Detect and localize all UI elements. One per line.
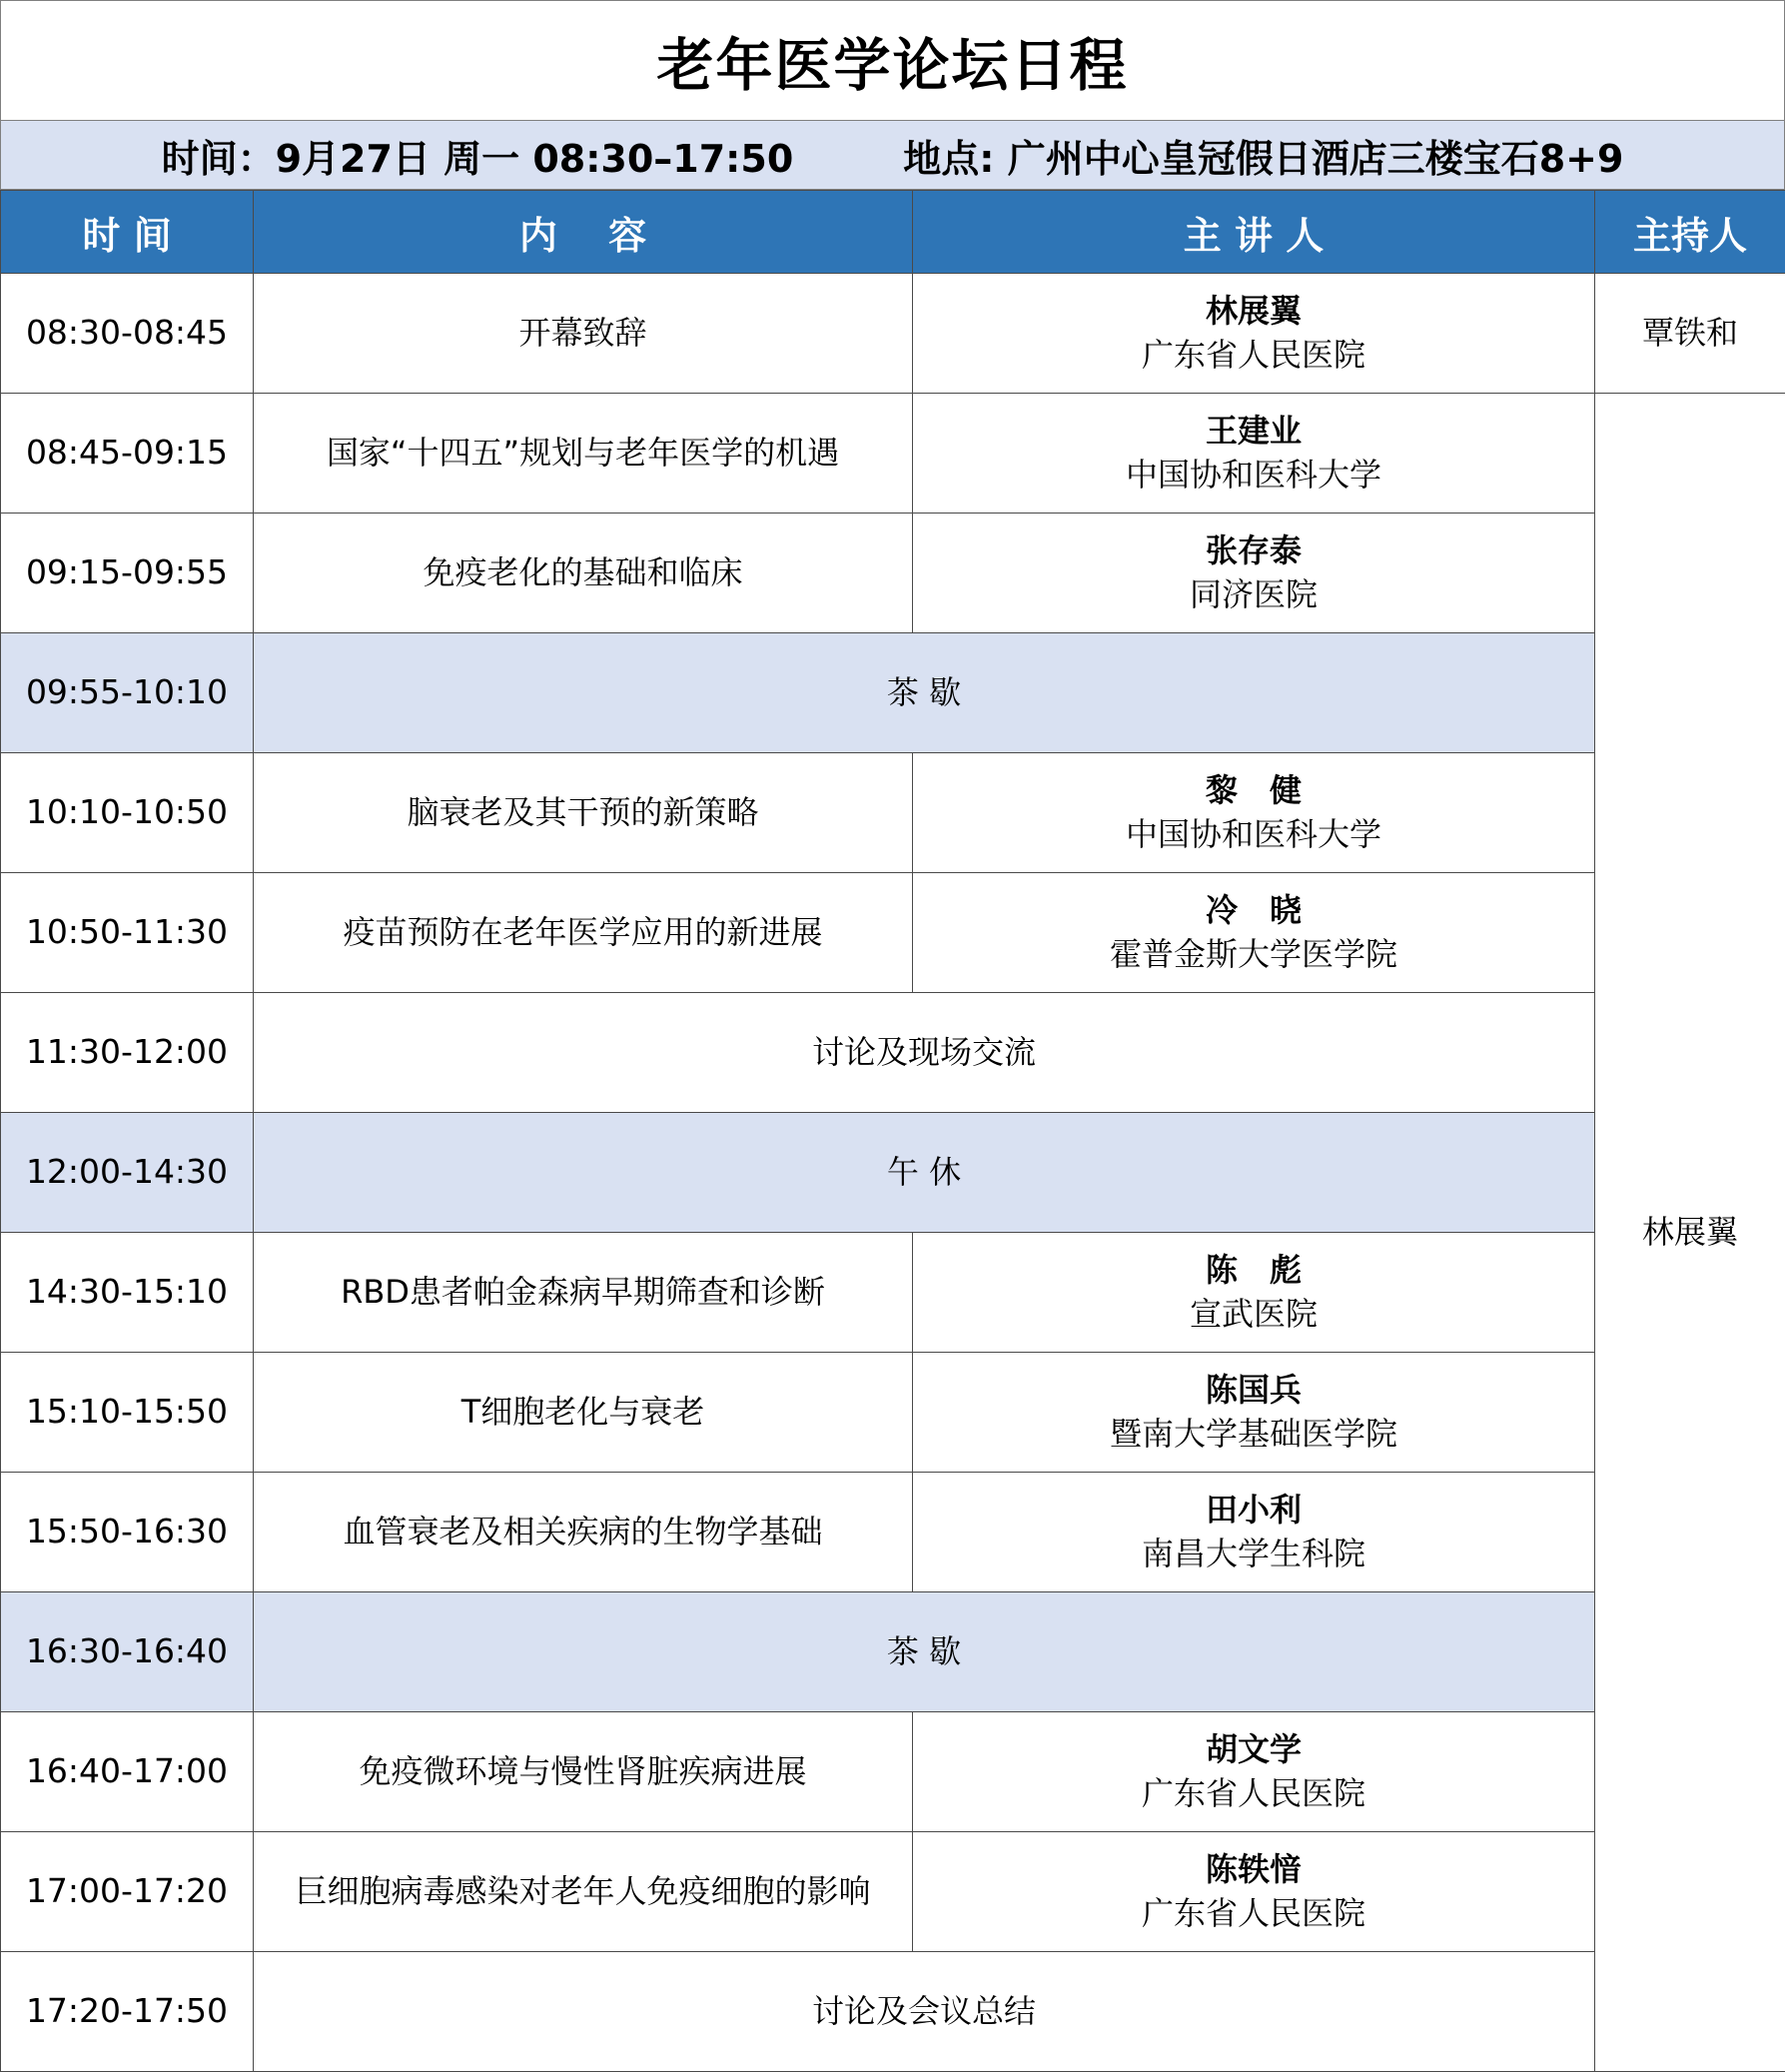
speaker-org: 中国协和医科大学 [913,813,1594,856]
header-row [1,191,1785,274]
event-time: 时间：9月27日 周一 08:30–17:50 [162,128,794,183]
table-row [1,1832,1785,1952]
row-time: 17:00-17:20 [1,1832,254,1952]
table-row [1,1473,1785,1592]
speaker-name: 黎 健 [913,769,1594,812]
row-content: 开幕致辞 [254,274,913,394]
speaker-name: 陈 彪 [913,1249,1594,1292]
row-time: 09:55-10:10 [1,633,254,753]
header-content: 内 容 [254,191,913,274]
header-speaker: 主 讲 人 [913,191,1595,274]
row-content: 讨论及会议总结 [254,1952,1595,2072]
header-time: 时 间 [1,191,254,274]
event-location: 地点: 广州中心皇冠假日酒店三楼宝石8+9 [903,128,1623,183]
row-content: 脑衰老及其干预的新策略 [254,753,913,873]
row-time: 15:50-16:30 [1,1473,254,1592]
row-content: 血管衰老及相关疾病的生物学基础 [254,1473,913,1592]
row-speaker [913,1712,1595,1832]
speaker-org: 南昌大学生科院 [913,1533,1594,1575]
table-row [1,274,1785,394]
speaker-org: 宣武医院 [913,1293,1594,1336]
row-time: 16:30-16:40 [1,1592,254,1712]
row-time: 12:00-14:30 [1,1113,254,1233]
row-content: 免疫微环境与慢性肾脏疾病进展 [254,1712,913,1832]
row-speaker [913,394,1595,514]
speaker-org: 霍普金斯大学医学院 [913,933,1594,976]
host-cell: 林展翼 [1595,394,1785,2072]
speaker-org: 暨南大学基础医学院 [913,1413,1594,1456]
table-row [1,993,1785,1113]
row-content: 午 休 [254,1113,1595,1233]
row-speaker [913,753,1595,873]
speaker-org: 广东省人民医院 [913,334,1594,377]
table-row [1,633,1785,753]
row-speaker [913,1473,1595,1592]
row-time: 15:10-15:50 [1,1353,254,1473]
speaker-name: 张存泰 [913,529,1594,572]
row-content: 讨论及现场交流 [254,993,1595,1113]
table-row [1,1113,1785,1233]
table-row [1,514,1785,633]
row-time: 08:45-09:15 [1,394,254,514]
speaker-name: 林展翼 [913,290,1594,333]
row-content: 免疫老化的基础和临床 [254,514,913,633]
row-content: T细胞老化与衰老 [254,1353,913,1473]
speaker-org: 广东省人民医院 [913,1772,1594,1815]
table-row [1,1712,1785,1832]
speaker-org: 广东省人民医院 [913,1892,1594,1935]
speaker-name: 冷 晓 [913,889,1594,932]
row-speaker [913,1353,1595,1473]
row-time: 14:30-15:10 [1,1233,254,1353]
row-content: 国家“十四五”规划与老年医学的机遇 [254,394,913,514]
table-row [1,1592,1785,1712]
row-time: 10:50-11:30 [1,873,254,993]
page-title: 老年医学论坛日程 [0,0,1785,120]
info-bar [0,120,1785,190]
table-row [1,753,1785,873]
speaker-name: 陈国兵 [913,1369,1594,1412]
speaker-org: 中国协和医科大学 [913,454,1594,497]
row-time: 09:15-09:55 [1,514,254,633]
row-speaker [913,1233,1595,1353]
row-speaker [913,514,1595,633]
row-time: 10:10-10:50 [1,753,254,873]
row-content: 疫苗预防在老年医学应用的新进展 [254,873,913,993]
row-time: 17:20-17:50 [1,1952,254,2072]
speaker-name: 陈轶愔 [913,1848,1594,1891]
row-time: 11:30-12:00 [1,993,254,1113]
speaker-name: 王建业 [913,410,1594,453]
row-time: 16:40-17:00 [1,1712,254,1832]
row-content: RBD患者帕金森病早期筛查和诊断 [254,1233,913,1353]
row-time: 08:30-08:45 [1,274,254,394]
row-speaker [913,274,1595,394]
table-row [1,1353,1785,1473]
row-content: 茶 歇 [254,633,1595,753]
row-speaker [913,1832,1595,1952]
speaker-name: 田小利 [913,1489,1594,1532]
row-speaker [913,873,1595,993]
table-row [1,1233,1785,1353]
table-row [1,1952,1785,2072]
table-row [1,873,1785,993]
row-content: 茶 歇 [254,1592,1595,1712]
host-cell: 覃铁和 [1595,274,1785,394]
speaker-org: 同济医院 [913,573,1594,616]
row-content: 巨细胞病毒感染对老年人免疫细胞的影响 [254,1832,913,1952]
table-row [1,394,1785,514]
schedule-table [0,190,1785,2072]
speaker-name: 胡文学 [913,1728,1594,1771]
header-host: 主持人 [1595,191,1785,274]
